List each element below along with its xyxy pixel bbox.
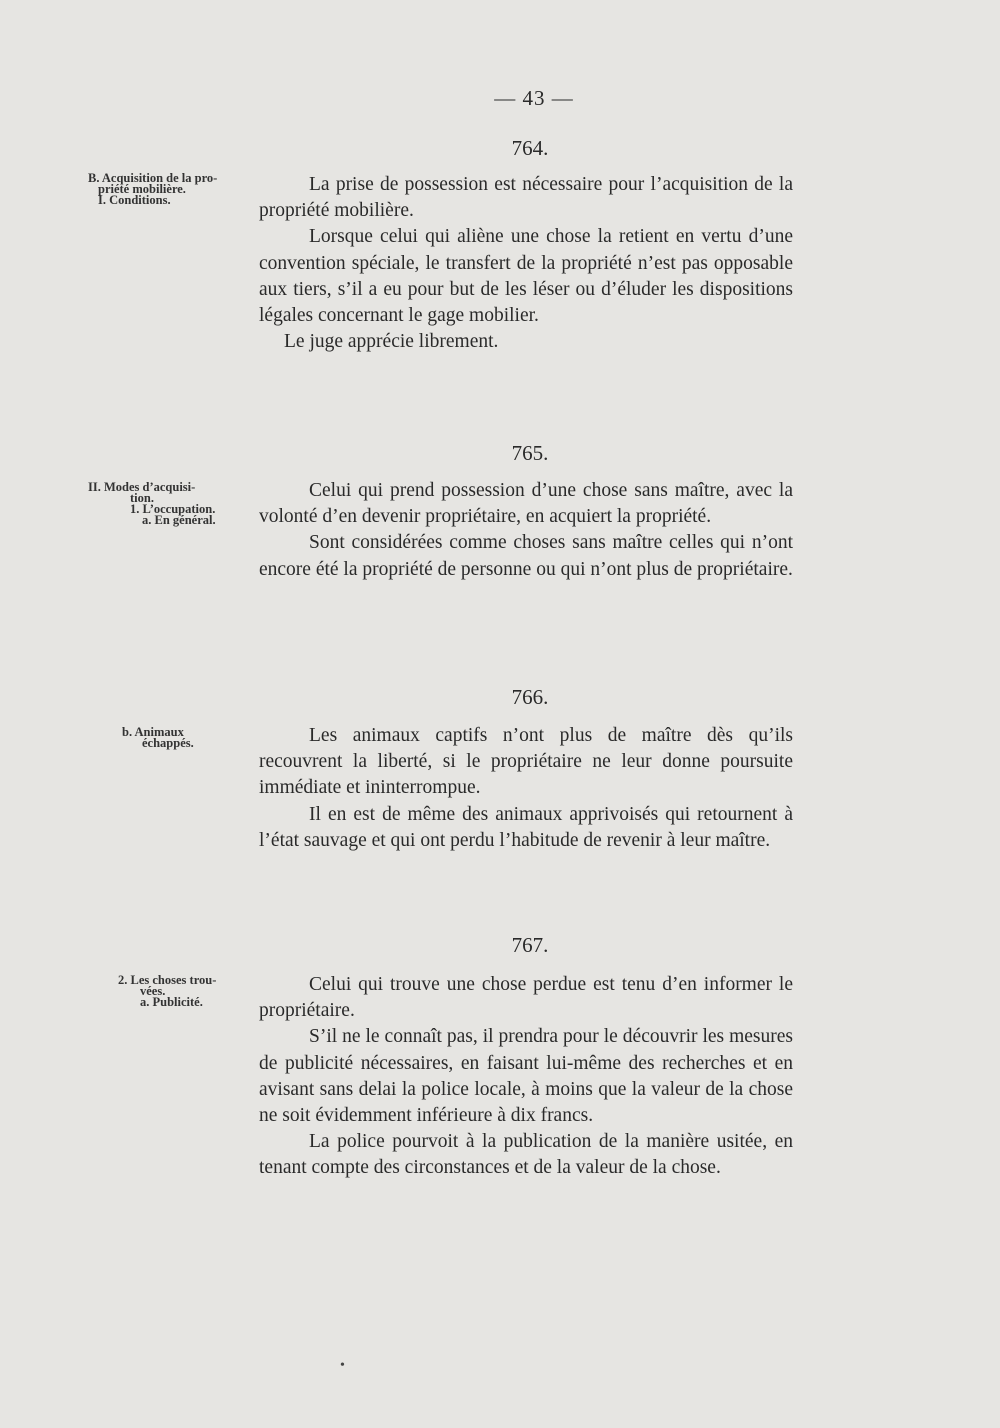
article-number-764: 764. [511,136,549,160]
margin-note-line: échappés. [142,736,194,750]
margin-note-line: tion. [130,491,154,505]
margin-note-line: B. Acquisition de la pro- [88,171,218,185]
paragraph: Celui qui trouve une chose perdue est tenu d’en informer le propriétaire. [259,974,793,1022]
margin-note-765 [88,482,253,526]
article-text-767 [259,972,793,1182]
margin-note-line: 1. L’occupation. [130,502,216,516]
margin-note-line: I. Conditions. [98,193,171,207]
article-number-767: 767. [511,933,549,957]
paragraph: Il en est de même des animaux apprivoisés qui retournent à l’état sauvage et qui ont perdu l’habitude de revenir à leur maître. [259,803,793,851]
article-text-766 [259,723,793,854]
paragraph: Sont considérées comme choses sans maître celles qui n’ont encore été la propriété de personne ou qui n’ont plus de propriétaire. [259,532,793,580]
margin-note-767 [88,975,253,1008]
margin-note-line: a. Publicité. [140,995,203,1009]
margin-note-line: b. Animaux [122,725,184,739]
margin-note-766 [88,727,253,749]
margin-note-764 [88,173,253,206]
margin-note-line: II. Modes d’acquisi- [88,480,196,494]
article-text-765 [259,478,793,583]
article-text-764 [259,172,793,355]
paragraph: S’il ne le connaît pas, il prendra pour le découvrir les mesures de publicité nécessaires, en faisant lui-même des recherches et en avisant sans delai la police locale, à moins que la valeur de la chose ne soit évidemment inférieure à dix francs. [259,1026,793,1127]
margin-note-line: vées. [140,984,166,998]
paragraph: La police pourvoit à la publication de la manière usitée, en tenant compte des circonstances et de la valeur de la chose. [259,1131,793,1179]
paragraph: La prise de possession est nécessaire pour l’acquisition de la propriété mobilière. [259,174,793,222]
article-number-766: 766. [511,685,549,709]
paragraph: Les animaux captifs n’ont plus de maître dès qu’ils recouvrent la liberté, si le propriétaire ne leur donne poursuite immédiate et ininterrompue. [259,725,793,799]
margin-note-line: 2. Les choses trou- [118,973,217,987]
paragraph: Lorsque celui qui aliène une chose la retient en vertu d’une convention spéciale, le transfert de la propriété n’est pas opposable aux tiers, s’il a eu pour but de les léser ou d’éluder les dispositions légales concernant le gage mobilier. [259,226,793,327]
article-number-765: 765. [511,441,549,465]
margin-note-line: a. En général. [142,513,216,527]
ink-smudge: • [340,1358,345,1373]
paragraph: Celui qui prend possession d’une chose sans maître, avec la volonté d’en devenir propriétaire, en acquiert la propriété. [259,480,793,528]
margin-note-line: priété mobilière. [98,182,186,196]
paragraph: Le juge apprécie librement. [284,331,499,353]
page-number: — 43 — [494,86,574,110]
